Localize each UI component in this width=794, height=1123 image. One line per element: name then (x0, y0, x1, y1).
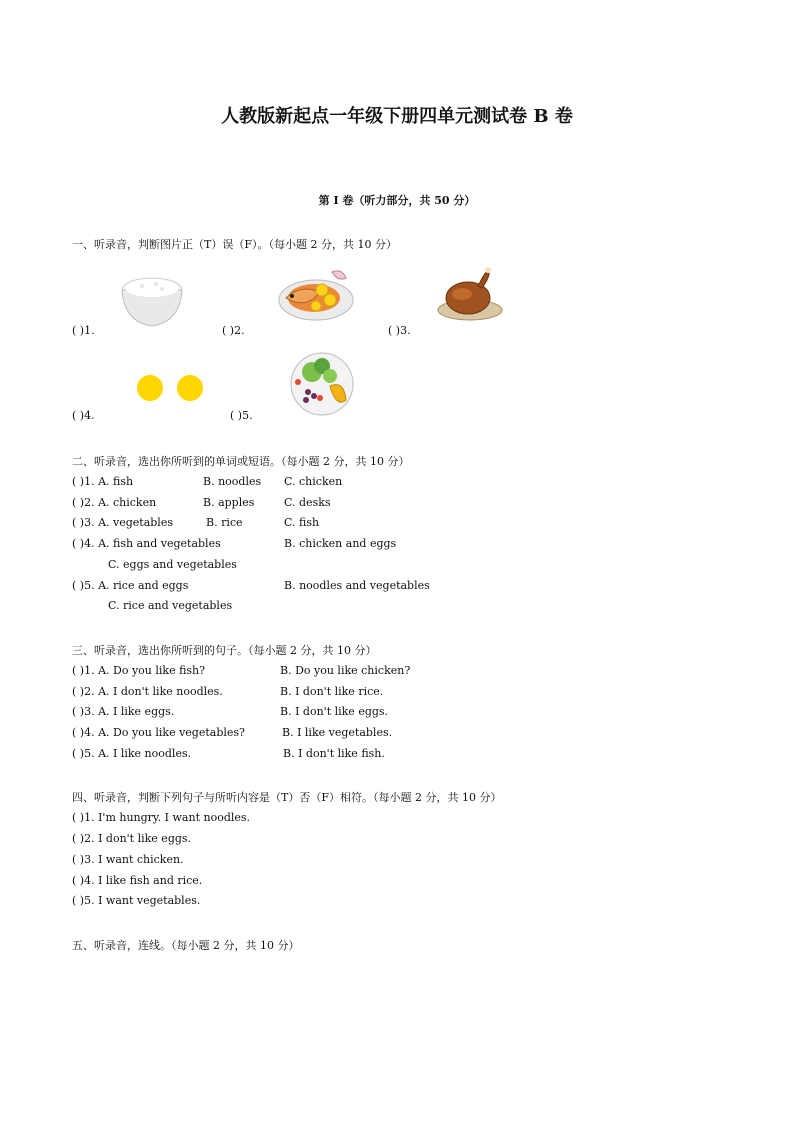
s3-row2-b: B. I don't like rice. (280, 685, 384, 698)
section3-heading: 三、听录音，选出你所听到的句子。（每小题 2 分，共 10 分） (72, 644, 377, 657)
s3-row4-a: ( )4. A. Do you like vegetables? (72, 726, 245, 739)
item2-label[interactable]: ( )2. (222, 324, 245, 337)
item3-label[interactable]: ( )3. (388, 324, 411, 337)
item4-label[interactable]: ( )4. (72, 409, 95, 422)
s3-row4-b: B. I like vegetables. (282, 726, 393, 739)
s2-row3-c: C. fish (284, 516, 320, 529)
s4-row4: ( )4. I like fish and rice. (72, 874, 203, 887)
s3-row1-b: B. Do you like chicken? (280, 664, 411, 677)
s3-row1-a: ( )1. A. Do you like fish? (72, 664, 206, 677)
s3-row3-b: B. I don't like eggs. (280, 705, 389, 718)
item1-label[interactable]: ( )1. (72, 324, 95, 337)
s2-row1-c: C. chicken (284, 475, 343, 488)
s2-row5-a: ( )5. A. rice and eggs (72, 579, 189, 592)
s4-row3: ( )3. I want chicken. (72, 853, 184, 866)
s4-row2: ( )2. I don't like eggs. (72, 832, 192, 845)
item5-label[interactable]: ( )5. (230, 409, 253, 422)
section2-heading: 二、听录音，选出你所听到的单词或短语。（每小题 2 分，共 10 分） (72, 455, 410, 468)
section4-heading: 四、听录音，判断下列句子与所听内容是（T）否（F）相符。（每小题 2 分，共 10 分） (72, 791, 502, 804)
s2-row4-c: C. eggs and vegetables (108, 558, 237, 571)
s2-row2-b: B. apples (203, 496, 255, 509)
s2-row1-b: B. noodles (203, 475, 262, 488)
s2-row5-b: B. noodles and vegetables (284, 579, 430, 592)
s3-row5-b: B. I don't like fish. (283, 747, 385, 760)
part-title: 第 I 卷（听力部分，共 50 分） (318, 194, 476, 207)
page-title: 人教版新起点一年级下册四单元测试卷 B 卷 (221, 106, 573, 127)
s2-row2-a: ( )2. A. chicken (72, 496, 157, 509)
roast-chicken-icon (436, 266, 504, 324)
s2-row2-c: C. desks (284, 496, 331, 509)
s2-row3-b: B. rice (206, 516, 243, 529)
s4-row1: ( )1. I'm hungry. I want noodles. (72, 811, 251, 824)
s2-row4-b: B. chicken and eggs (284, 537, 397, 550)
s3-row5-a: ( )5. A. I like noodles. (72, 747, 192, 760)
section1-heading: 一、听录音，判断图片正（T）误（F）。（每小题 2 分，共 10 分） (72, 238, 397, 251)
rice-bowl-icon (118, 270, 186, 330)
s3-row2-a: ( )2. A. I don't like noodles. (72, 685, 223, 698)
s2-row4-a: ( )4. A. fish and vegetables (72, 537, 221, 550)
fish-dish-icon (276, 264, 356, 324)
s2-row1-a: ( )1. A. fish (72, 475, 134, 488)
section5-heading: 五、听录音，连线。（每小题 2 分，共 10 分） (72, 939, 300, 952)
s2-row3-a: ( )3. A. vegetables (72, 516, 173, 529)
s2-row5-c: C. rice and vegetables (108, 599, 233, 612)
s4-row5: ( )5. I want vegetables. (72, 894, 201, 907)
vegetables-plate-icon (286, 350, 358, 416)
eggs-icon (134, 372, 208, 404)
s3-row3-a: ( )3. A. I like eggs. (72, 705, 175, 718)
